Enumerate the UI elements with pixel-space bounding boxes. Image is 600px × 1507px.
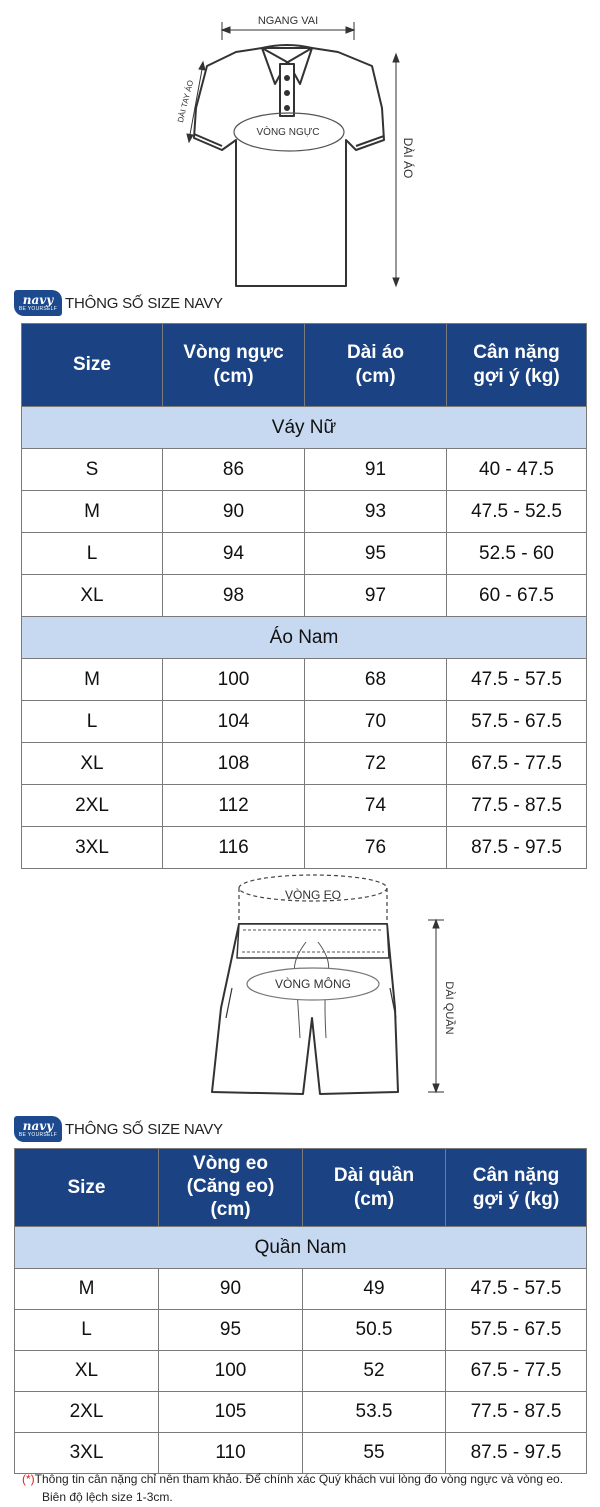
table-row bbox=[22, 827, 587, 869]
section-vay-nu: Váy Nữ bbox=[22, 407, 587, 449]
cell-chest: 108 bbox=[163, 743, 305, 785]
shorts-icon bbox=[212, 924, 398, 1094]
footnote-marker: (*) bbox=[22, 1472, 35, 1486]
cell-weight: 52.5 - 60 bbox=[447, 533, 587, 575]
brand-row-shorts bbox=[14, 1115, 223, 1143]
cell-length: 53.5 bbox=[303, 1392, 446, 1433]
section-quan-nam: Quần Nam bbox=[15, 1227, 587, 1269]
header-chest: Vòng ngực (cm) bbox=[163, 324, 305, 407]
cell-chest: 86 bbox=[163, 449, 305, 491]
table-row bbox=[22, 659, 587, 701]
hip-label: VÒNG MÔNG bbox=[274, 977, 352, 991]
cell-weight: 67.5 - 77.5 bbox=[446, 1351, 587, 1392]
navy-logo-icon: navy BE YOURSELF bbox=[14, 290, 62, 316]
cell-length: 68 bbox=[305, 659, 447, 701]
cell-size: XL bbox=[15, 1351, 159, 1392]
cell-weight: 67.5 - 77.5 bbox=[447, 743, 587, 785]
cell-weight: 47.5 - 57.5 bbox=[447, 659, 587, 701]
cell-length: 74 bbox=[305, 785, 447, 827]
cell-length: 91 bbox=[305, 449, 447, 491]
table-row bbox=[22, 575, 587, 617]
cell-chest: 116 bbox=[163, 827, 305, 869]
cell-size: XL bbox=[22, 575, 163, 617]
size-chart-title: THÔNG SỐ SIZE NAVY bbox=[65, 294, 223, 312]
table-row bbox=[15, 1433, 587, 1474]
brand-row-shirt bbox=[14, 289, 223, 317]
cell-length: 76 bbox=[305, 827, 447, 869]
section-ao-nam: Áo Nam bbox=[22, 617, 587, 659]
cell-size: 2XL bbox=[15, 1392, 159, 1433]
cell-size: M bbox=[22, 491, 163, 533]
cell-size: M bbox=[22, 659, 163, 701]
table-row bbox=[22, 743, 587, 785]
header-weight: Cân nặng gợi ý (kg) bbox=[447, 324, 587, 407]
cell-length: 49 bbox=[303, 1269, 446, 1310]
cell-waist: 110 bbox=[159, 1433, 303, 1474]
table-row bbox=[22, 785, 587, 827]
cell-weight: 87.5 - 97.5 bbox=[447, 827, 587, 869]
cell-weight: 77.5 - 87.5 bbox=[447, 785, 587, 827]
cell-length: 50.5 bbox=[303, 1310, 446, 1351]
table-row bbox=[22, 533, 587, 575]
header-size: Size bbox=[22, 324, 163, 407]
cell-weight: 57.5 - 67.5 bbox=[446, 1310, 587, 1351]
length-measure-arrow bbox=[393, 54, 399, 286]
cell-waist: 90 bbox=[159, 1269, 303, 1310]
cell-size: 2XL bbox=[22, 785, 163, 827]
table-row bbox=[22, 449, 587, 491]
navy-logo-icon: navy BE YOURSELF bbox=[14, 1116, 62, 1142]
cell-waist: 105 bbox=[159, 1392, 303, 1433]
polo-shirt-icon bbox=[194, 45, 384, 286]
cell-waist: 100 bbox=[159, 1351, 303, 1392]
cell-weight: 40 - 47.5 bbox=[447, 449, 587, 491]
cell-chest: 94 bbox=[163, 533, 305, 575]
cell-length: 55 bbox=[303, 1433, 446, 1474]
cell-length: 70 bbox=[305, 701, 447, 743]
shorts-size-table bbox=[14, 1148, 587, 1474]
cell-size: L bbox=[22, 533, 163, 575]
header-waist: Vòng eo (Căng eo) (cm) bbox=[159, 1149, 303, 1227]
sleeve-label: DÀI TAY ÁO bbox=[175, 79, 196, 124]
cell-weight: 87.5 - 97.5 bbox=[446, 1433, 587, 1474]
cell-chest: 112 bbox=[163, 785, 305, 827]
cell-weight: 77.5 - 87.5 bbox=[446, 1392, 587, 1433]
header-weight: Cân nặng gợi ý (kg) bbox=[446, 1149, 587, 1227]
size-chart-title: THÔNG SỐ SIZE NAVY bbox=[65, 1120, 223, 1138]
table-row bbox=[22, 491, 587, 533]
shirt-size-table bbox=[21, 323, 587, 869]
cell-size: 3XL bbox=[15, 1433, 159, 1474]
cell-waist: 95 bbox=[159, 1310, 303, 1351]
header-size: Size bbox=[15, 1149, 159, 1227]
cell-length: 52 bbox=[303, 1351, 446, 1392]
cell-weight: 60 - 67.5 bbox=[447, 575, 587, 617]
cell-size: 3XL bbox=[22, 827, 163, 869]
cell-length: 93 bbox=[305, 491, 447, 533]
cell-length: 72 bbox=[305, 743, 447, 785]
footnote bbox=[22, 1470, 563, 1506]
table-row bbox=[15, 1269, 587, 1310]
table-row bbox=[22, 701, 587, 743]
table-row bbox=[15, 1351, 587, 1392]
cell-weight: 57.5 - 67.5 bbox=[447, 701, 587, 743]
cell-weight: 47.5 - 57.5 bbox=[446, 1269, 587, 1310]
table-row bbox=[15, 1392, 587, 1433]
cell-length: 97 bbox=[305, 575, 447, 617]
shorts-diagram bbox=[0, 868, 600, 1110]
table-row bbox=[15, 1310, 587, 1351]
cell-length: 95 bbox=[305, 533, 447, 575]
chest-label: VÒNG NGỰC bbox=[256, 127, 320, 138]
shoulder-label: NGANG VAI bbox=[257, 15, 319, 27]
cell-size: L bbox=[22, 701, 163, 743]
length-label: DÀI ÁO bbox=[401, 137, 415, 179]
cell-size: S bbox=[22, 449, 163, 491]
cell-chest: 98 bbox=[163, 575, 305, 617]
cell-chest: 104 bbox=[163, 701, 305, 743]
header-length: Dài áo (cm) bbox=[305, 324, 447, 407]
shorts-length-label: DÀI QUẦN bbox=[443, 981, 455, 1035]
shorts-length-arrow bbox=[428, 920, 444, 1092]
cell-weight: 47.5 - 52.5 bbox=[447, 491, 587, 533]
header-length: Dài quần (cm) bbox=[303, 1149, 446, 1227]
cell-chest: 100 bbox=[163, 659, 305, 701]
cell-size: XL bbox=[22, 743, 163, 785]
shirt-diagram bbox=[0, 0, 600, 292]
cell-size: L bbox=[15, 1310, 159, 1351]
footnote-line-2: Biên độ lệch size 1-3cm. bbox=[42, 1490, 173, 1504]
waist-label: VÒNG EO bbox=[284, 888, 342, 902]
cell-chest: 90 bbox=[163, 491, 305, 533]
footnote-line-1: Thông tin cân nặng chỉ nên tham khảo. Để chính xác Quý khách vui lòng đo vòng ngực và vòng eo. bbox=[34, 1472, 564, 1486]
cell-size: M bbox=[15, 1269, 159, 1310]
